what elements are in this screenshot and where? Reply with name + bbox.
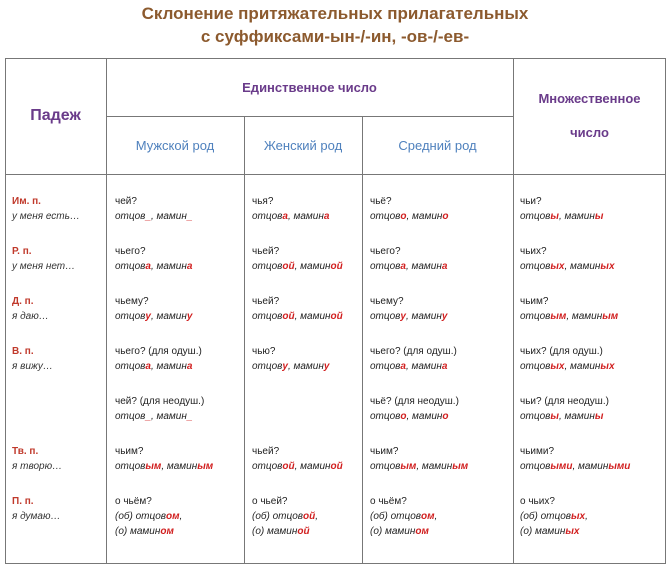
- suffix-ending: ой: [330, 311, 343, 322]
- word-stem: (об) отцов: [252, 511, 304, 522]
- suffix-ending: а: [323, 211, 330, 222]
- word-stem: (об) отцов: [115, 511, 167, 522]
- plural-cell: [520, 294, 618, 324]
- question-text: чьей?: [252, 446, 280, 457]
- plural-cell: [520, 344, 615, 374]
- suffix-ending: _: [145, 411, 151, 422]
- feminine-cell: [252, 194, 329, 224]
- case-name: Им. п.: [12, 196, 41, 207]
- word-form: [252, 309, 343, 324]
- word-stem: отцов: [252, 361, 283, 372]
- word-stem: , мамин: [150, 411, 187, 422]
- word-stem: , мамин: [150, 311, 187, 322]
- question-text: чьим?: [370, 446, 399, 457]
- case-cell: [12, 444, 62, 474]
- word-stem: отцов: [115, 311, 146, 322]
- word-stem: , мамин: [406, 211, 443, 222]
- suffix-ending: ой: [330, 261, 343, 272]
- question-text: чьи?: [520, 196, 542, 207]
- word-form: [370, 409, 459, 424]
- word-stem: отцов: [370, 461, 401, 472]
- plural-cell: [520, 194, 603, 224]
- neuter-cell: [370, 444, 468, 474]
- word-stem: отцов: [115, 411, 146, 422]
- masculine-cell: [115, 244, 192, 274]
- suffix-ending: ым: [400, 461, 417, 472]
- word-stem: отцов: [252, 311, 283, 322]
- question-text: о чьих?: [520, 496, 555, 507]
- word-stem: отцов: [115, 461, 146, 472]
- word-stem: (о) мамин: [370, 526, 416, 537]
- question-text: чьим?: [115, 446, 144, 457]
- word-form: [520, 359, 615, 374]
- suffix-ending: а: [400, 261, 406, 272]
- suffix-ending: _: [186, 211, 193, 222]
- plural-cell: [520, 394, 609, 424]
- suffix-ending: ых: [571, 511, 586, 522]
- word-stem: отцов: [520, 411, 551, 422]
- case-cell: [12, 244, 75, 274]
- declension-table: [5, 58, 666, 564]
- word-stem: , мамин: [294, 311, 331, 322]
- suffix-ending: ы: [550, 411, 559, 422]
- suffix-ending: ой: [282, 311, 295, 322]
- word-stem: , мамин: [416, 461, 453, 472]
- word-stem: (о) мамин: [115, 526, 161, 537]
- question-text: чьих?: [520, 246, 547, 257]
- word-stem: (о) мамин: [520, 526, 566, 537]
- suffix-ending: ым: [452, 461, 469, 472]
- suffix-ending: у: [441, 311, 448, 322]
- header-singular: Единственное число: [242, 79, 377, 95]
- word-stem: , мамин: [564, 261, 601, 272]
- word-stem: , мамин: [405, 261, 442, 272]
- word-form: [520, 409, 609, 424]
- word-form: [115, 409, 204, 424]
- masculine-cell: [115, 294, 192, 324]
- word-stem: отцов: [520, 211, 551, 222]
- word-stem: , мамин: [566, 311, 603, 322]
- case-name: Тв. п.: [12, 446, 39, 457]
- question-text: чьими?: [520, 446, 555, 457]
- word-form: [520, 209, 603, 224]
- question-text: чьего?: [370, 246, 401, 257]
- feminine-cell: [252, 244, 343, 274]
- word-stem: отцов: [370, 361, 401, 372]
- suffix-ending: ых: [600, 261, 615, 272]
- suffix-ending: ом: [421, 511, 435, 522]
- word-stem: отцов: [520, 461, 551, 472]
- suffix-ending: ой: [303, 511, 316, 522]
- question-text: чья?: [252, 196, 274, 207]
- word-form: [370, 524, 437, 539]
- suffix-ending: а: [145, 261, 151, 272]
- word-stem: , мамин: [572, 461, 609, 472]
- word-form: [115, 209, 192, 224]
- page-title-line-2: с суффиксами-ын-/-ин, -ов-/-ев-: [200, 27, 470, 46]
- suffix-ending: а: [441, 261, 448, 272]
- word-stem: , мамин: [405, 311, 442, 322]
- suffix-ending: ым: [197, 461, 214, 472]
- word-stem: , мамин: [558, 211, 595, 222]
- case-cell: [12, 294, 49, 324]
- masculine-cell: [115, 194, 192, 224]
- suffix-ending: а: [282, 211, 288, 222]
- page-title-line-1: Склонение притяжательных прилагательных: [141, 4, 529, 23]
- feminine-cell: [252, 294, 343, 324]
- suffix-ending: о: [400, 411, 407, 422]
- case-name: Р. п.: [12, 246, 32, 257]
- word-stem: , мамин: [405, 361, 442, 372]
- header-neuter: Средний род: [398, 137, 477, 153]
- suffix-ending: ых: [565, 526, 580, 537]
- word-form: [520, 309, 618, 324]
- neuter-cell: [370, 294, 447, 324]
- word-form: [520, 509, 588, 524]
- word-stem: , мамин: [558, 411, 595, 422]
- word-stem: , мамин: [406, 411, 443, 422]
- case-example: у меня нет…: [12, 261, 76, 272]
- suffix-ending: ой: [282, 461, 295, 472]
- word-stem: ,: [179, 511, 183, 522]
- word-form: [370, 259, 447, 274]
- case-name: П. п.: [12, 496, 34, 507]
- word-form: [115, 259, 192, 274]
- word-form: [520, 459, 630, 474]
- word-form: [115, 459, 213, 474]
- suffix-ending: а: [400, 361, 406, 372]
- word-form: [252, 509, 318, 524]
- question-text: чьей?: [252, 296, 280, 307]
- suffix-ending: ой: [330, 461, 343, 472]
- question-text: чьему?: [370, 296, 404, 307]
- word-form: [252, 359, 329, 374]
- word-stem: отцов: [370, 311, 401, 322]
- suffix-ending: _: [145, 211, 151, 222]
- suffix-ending: у: [323, 361, 330, 372]
- word-stem: , мамин: [564, 361, 601, 372]
- suffix-ending: ы: [594, 411, 604, 422]
- word-form: [370, 359, 457, 374]
- word-stem: (об) отцов: [370, 511, 422, 522]
- word-stem: отцов: [252, 461, 283, 472]
- masculine-cell: [115, 394, 204, 424]
- word-stem: , мамин: [294, 461, 331, 472]
- word-stem: , мамин: [161, 461, 198, 472]
- suffix-ending: у: [186, 311, 193, 322]
- suffix-ending: у: [282, 361, 288, 372]
- word-stem: , мамин: [294, 261, 331, 272]
- suffix-ending: ом: [415, 526, 429, 537]
- neuter-cell: [370, 244, 447, 274]
- column-divider-feminine: [362, 116, 363, 564]
- neuter-cell: [370, 394, 459, 424]
- suffix-ending: ыми: [550, 461, 573, 472]
- plural-cell: [520, 494, 588, 539]
- word-stem: ,: [585, 511, 588, 522]
- case-cell: [12, 194, 80, 224]
- question-text: о чьём?: [115, 496, 152, 507]
- feminine-cell: [252, 494, 318, 539]
- question-text: чьё?: [370, 196, 392, 207]
- question-text: чей?: [115, 196, 137, 207]
- neuter-cell: [370, 494, 437, 539]
- word-stem: отцов: [115, 211, 146, 222]
- suffix-ending: ы: [594, 211, 604, 222]
- question-text: чьего? (для одуш.): [370, 346, 457, 357]
- word-form: [520, 259, 615, 274]
- word-form: [370, 309, 447, 324]
- suffix-ending: о: [442, 211, 449, 222]
- word-form: [252, 459, 343, 474]
- word-form: [115, 524, 182, 539]
- plural-cell: [520, 244, 615, 274]
- word-form: [115, 309, 192, 324]
- word-form: [370, 509, 437, 524]
- case-name: В. п.: [12, 346, 34, 357]
- case-example: я творю…: [12, 461, 63, 472]
- suffix-ending: ы: [550, 211, 559, 222]
- word-stem: , мамин: [150, 261, 187, 272]
- question-text: о чьём?: [370, 496, 407, 507]
- suffix-ending: ых: [550, 261, 565, 272]
- word-stem: ,: [434, 511, 438, 522]
- suffix-ending: ым: [145, 461, 162, 472]
- header-feminine: Женский род: [263, 137, 343, 153]
- suffix-ending: а: [186, 261, 193, 272]
- suffix-ending: о: [400, 211, 407, 222]
- word-stem: отцов: [520, 261, 551, 272]
- word-form: [115, 509, 182, 524]
- question-text: о чьей?: [252, 496, 288, 507]
- question-text: чьим?: [520, 296, 549, 307]
- header-masculine: Мужской род: [135, 137, 215, 153]
- word-form: [370, 459, 468, 474]
- suffix-ending: ом: [166, 511, 180, 522]
- neuter-cell: [370, 194, 449, 224]
- word-stem: отцов: [252, 211, 283, 222]
- header-bottom-border: [5, 174, 666, 175]
- word-form: [370, 209, 449, 224]
- question-text: чьих? (для одуш.): [520, 346, 603, 357]
- question-text: чей? (для неодуш.): [115, 396, 205, 407]
- word-stem: отцов: [370, 411, 401, 422]
- header-case: Падеж: [30, 107, 81, 124]
- word-form: [115, 359, 202, 374]
- case-example: у меня есть…: [12, 211, 80, 222]
- masculine-cell: [115, 444, 213, 474]
- suffix-ending: ой: [297, 526, 310, 537]
- suffix-ending: ым: [550, 311, 567, 322]
- word-form: [252, 524, 318, 539]
- suffix-ending: у: [400, 311, 406, 322]
- question-text: чьего? (для одуш.): [115, 346, 202, 357]
- suffix-ending: ыми: [608, 461, 631, 472]
- word-form: [252, 209, 329, 224]
- suffix-ending: о: [442, 411, 449, 422]
- word-stem: отцов: [520, 361, 551, 372]
- question-text: чью?: [252, 346, 276, 357]
- word-stem: (о) мамин: [252, 526, 298, 537]
- suffix-ending: а: [145, 361, 151, 372]
- word-stem: , мамин: [287, 361, 324, 372]
- word-stem: , мамин: [150, 211, 187, 222]
- masculine-cell: [115, 494, 182, 539]
- word-form: [252, 259, 343, 274]
- question-text: чьему?: [115, 296, 149, 307]
- question-text: чьего?: [115, 246, 146, 257]
- case-cell: [12, 344, 53, 374]
- word-stem: отцов: [115, 361, 146, 372]
- suffix-ending: ых: [550, 361, 565, 372]
- suffix-ending: у: [145, 311, 151, 322]
- table-border-bottom: [5, 563, 666, 564]
- suffix-ending: ых: [600, 361, 615, 372]
- case-cell: [12, 494, 60, 524]
- suffix-ending: а: [186, 361, 193, 372]
- word-stem: , мамин: [150, 361, 187, 372]
- case-name: Д. п.: [12, 296, 34, 307]
- word-form: [520, 524, 588, 539]
- plural-cell: [520, 444, 630, 474]
- suffix-ending: _: [186, 411, 193, 422]
- suffix-ending: а: [441, 361, 448, 372]
- word-stem: , мамин: [287, 211, 324, 222]
- question-text: чьё? (для неодуш.): [370, 396, 459, 407]
- suffix-ending: ым: [602, 311, 619, 322]
- suffix-ending: ой: [282, 261, 295, 272]
- feminine-cell: [252, 344, 329, 374]
- case-example: я даю…: [12, 311, 49, 322]
- feminine-cell: [252, 444, 343, 474]
- header-plural: Множественное число: [538, 91, 641, 140]
- word-stem: (об) отцов: [520, 511, 572, 522]
- word-stem: отцов: [115, 261, 146, 272]
- question-text: чьи? (для неодуш.): [520, 396, 609, 407]
- word-stem: отцов: [252, 261, 283, 272]
- neuter-cell: [370, 344, 457, 374]
- case-example: я думаю…: [12, 511, 61, 522]
- word-stem: ,: [315, 511, 319, 522]
- masculine-cell: [115, 344, 202, 374]
- word-stem: отцов: [370, 261, 401, 272]
- case-example: я вижу…: [12, 361, 53, 372]
- word-stem: отцов: [520, 311, 551, 322]
- column-divider-masculine: [244, 116, 245, 564]
- suffix-ending: ом: [160, 526, 174, 537]
- question-text: чьей?: [252, 246, 280, 257]
- word-stem: отцов: [370, 211, 401, 222]
